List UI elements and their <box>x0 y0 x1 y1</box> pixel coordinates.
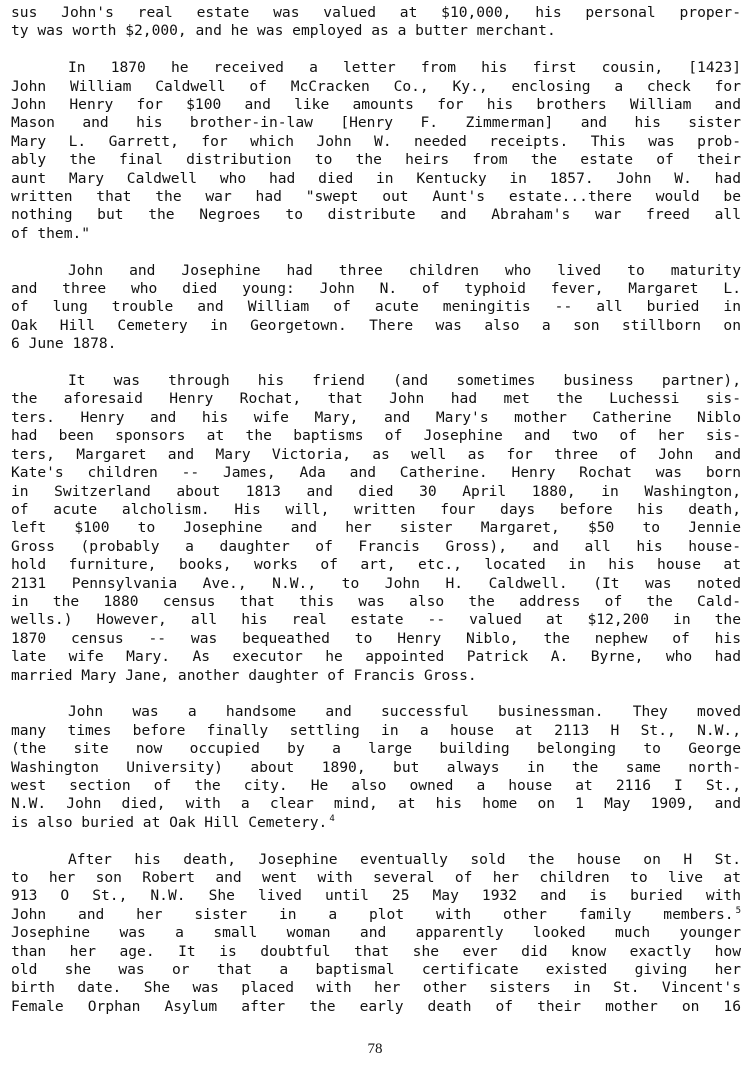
text-line: Female Orphan Asylum after the early death of their mother on 16 <box>11 997 741 1015</box>
text-line: had been sponsors at the baptisms of Josephine and two of her sis- <box>11 427 741 445</box>
page-number: 78 <box>367 1041 383 1057</box>
text-line: in the 1880 census that this was also the address of the Cald- <box>11 592 741 610</box>
paragraph-6 <box>11 851 741 1017</box>
text-line: ably the final distribution to the heirs from the estate of their <box>11 151 741 169</box>
text-line: hold furniture, books, works of art, etc., located in his house at <box>11 556 741 574</box>
paragraph-4 <box>11 372 741 685</box>
text-line: than her age. It is doubtful that she ever did know exactly how <box>11 942 741 960</box>
text-line: the aforesaid Henry Rochat, that John had met the Luchessi sis- <box>11 390 741 408</box>
paragraph-2 <box>11 59 741 243</box>
text-line: of acute alcholism. His will, written four days before his death, <box>11 500 741 518</box>
text-line: Mason and his brother-in-law [Henry F. Zimmerman] and his sister <box>11 114 741 132</box>
text-line: 913 O St., N.W. She lived until 25 May 1932 and is buried with <box>11 887 741 905</box>
text-line: old she was or that a baptismal certificate existed giving her <box>11 961 741 979</box>
text-line: and three who died young: John N. of typhoid fever, Margaret L. <box>11 280 741 298</box>
text-line-content: is also buried at Oak Hill Cemetery. <box>11 813 328 831</box>
text-line: birth date. She was placed with her other sisters in St. Vincent's <box>11 979 741 997</box>
text-line: Washington University) about 1890, but always in the same north- <box>11 758 741 776</box>
text-line: After his death, Josephine eventually sold the house on H St. <box>68 850 741 868</box>
paragraph-3 <box>11 262 741 354</box>
text-line: 2131 Pennsylvania Ave., N.W., to John H. Caldwell. (It was noted <box>11 574 741 592</box>
text-line: late wife Mary. As executor he appointed Patrick A. Byrne, who had <box>11 648 741 666</box>
text-line: ters. Henry and his wife Mary, and Mary's mother Catherine Niblo <box>11 408 741 426</box>
text-line: left $100 to Josephine and her sister Margaret, $50 to Jennie <box>11 519 741 537</box>
paragraph-5 <box>11 703 741 832</box>
text-line: in Switzerland about 1813 and died 30 April 1880, in Washington, <box>11 482 741 500</box>
text-line: west section of the city. He also owned a house at 2116 I St., <box>11 777 741 794</box>
text-line: 6 June 1878. <box>11 335 117 353</box>
text-line <box>11 814 741 832</box>
text-line: Mary L. Garrett, for which John W. needed receipts. This was prob- <box>11 132 741 150</box>
text-line: It was through his friend (and sometimes business partner), <box>68 372 741 390</box>
text-line: John was a handsome and successful businessman. They moved <box>68 703 741 721</box>
text-line: aunt Mary Caldwell who had died in Kentucky in 1857. John W. had <box>11 169 741 187</box>
text-line-content: John and her sister in a plot with other family members. <box>11 905 734 923</box>
text-line: Oak Hill Cemetery in Georgetown. There was also a son stillborn on <box>11 316 741 334</box>
text-line: of lung trouble and William of acute meningitis -- all buried in <box>11 298 741 316</box>
text-line: 1870 census -- was bequeathed to Henry Niblo, the nephew of his <box>11 629 741 647</box>
text-line: ters, Margaret and Mary Victoria, as well as for three of John and <box>11 445 741 463</box>
footnote-marker: 4 <box>329 813 335 824</box>
text-line: sus John's real estate was valued at $10,000, his personal proper- <box>11 4 741 21</box>
text-line: wells.) However, all his real estate -- valued at $12,200 in the <box>11 611 741 629</box>
text-line: In 1870 he received a letter from his first cousin, [1423] <box>68 59 741 77</box>
text-line: to her son Robert and went with several of her children to live at <box>11 869 741 887</box>
text-line: Kate's children -- James, Ada and Catherine. Henry Rochat was born <box>11 464 741 482</box>
text-line: N.W. John died, with a clear mind, at his home on 1 May 1909, and <box>11 795 741 813</box>
footnote-marker: 5 <box>735 905 741 916</box>
text-line <box>11 906 741 924</box>
text-line: written that the war had "swept out Aunt's estate...there would be <box>11 188 741 206</box>
text-line: Josephine was a small woman and apparently looked much younger <box>11 924 741 942</box>
text-line: (the site now occupied by a large building belonging to George <box>11 740 741 758</box>
paragraph-1 <box>11 4 741 41</box>
text-line: nothing but the Negroes to distribute and Abraham's war freed all <box>11 206 741 224</box>
text-line: many times before finally settling in a house at 2113 H St., N.W., <box>11 721 741 739</box>
text-line: married Mary Jane, another daughter of Francis Gross. <box>11 666 477 684</box>
text-line: John and Josephine had three children who lived to maturity <box>68 261 741 279</box>
text-line: ty was worth $2,000, and he was employed as a butter merchant. <box>11 22 556 40</box>
text-line: John Henry for $100 and like amounts for his brothers William and <box>11 96 741 114</box>
text-line: of them." <box>11 224 91 242</box>
page-body <box>11 4 741 1035</box>
text-line: Gross (probably a daughter of Francis Gross), and all his house- <box>11 537 741 555</box>
text-line: John William Caldwell of McCracken Co., Ky., enclosing a check for <box>11 77 741 95</box>
